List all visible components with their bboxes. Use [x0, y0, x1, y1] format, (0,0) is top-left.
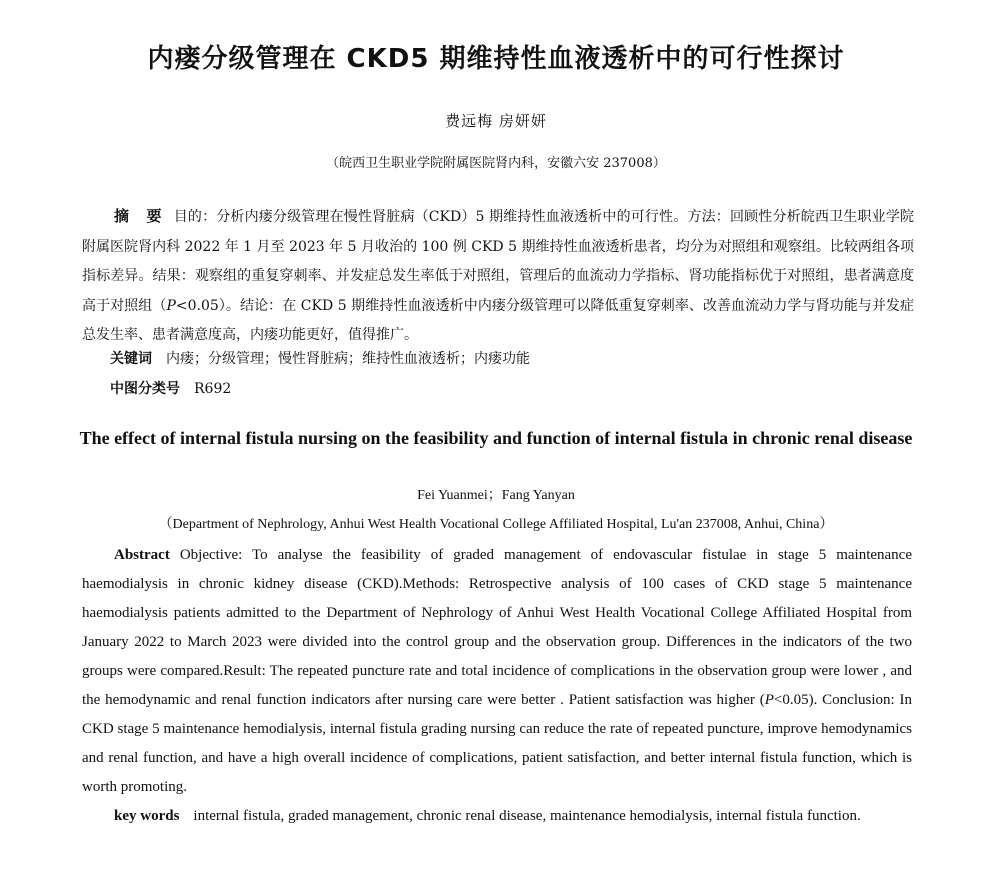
english-keywords — [82, 802, 912, 831]
english-authors: Fei Yuanmei；Fang Yanyan — [417, 488, 575, 503]
english-abstract-text-2: <0.05). Conclusion: In CKD stage 5 maintenance hemodialysis, internal fistula grading nursing can reduce the rate of repeated puncture, improve hemodynamics and renal function, and have a high overall incidence of complications, patient satisfaction, and better internal fistula function, which is worth promoting. — [82, 692, 913, 795]
chinese-classification — [110, 378, 910, 398]
chinese-abstract-label: 摘 要 — [114, 207, 168, 225]
chinese-keywords-label: 关键词 — [110, 351, 152, 367]
chinese-affiliation: （皖西卫生职业学院附属医院肾内科，安徽六安 237008） — [326, 156, 666, 171]
english-affiliation: （Department of Nephrology, Anhui West Health Vocational College Affiliated Hospital, Lu'an 237008, Anhui, China） — [158, 517, 834, 532]
chinese-abstract — [82, 202, 914, 351]
chinese-title: 内瘘分级管理在 CKD5 期维持性血液透析中的可行性探讨 — [147, 44, 845, 74]
english-abstract-label: Abstract — [114, 547, 170, 563]
chinese-abstract-p-symbol: P — [166, 297, 176, 314]
english-abstract — [82, 541, 912, 802]
english-title: The effect of internal fistula nursing on the feasibility and function of internal fistula in chronic renal disease — [79, 428, 913, 448]
classification-number: R692 — [194, 381, 232, 397]
chinese-keywords-text: 内瘘；分级管理；慢性肾脏病；维持性血液透析；内瘘功能 — [166, 351, 530, 367]
classification-label: 中图分类号 — [110, 381, 180, 397]
chinese-authors: 费远梅 房妍妍 — [445, 112, 547, 130]
english-keywords-text: internal fistula, graded management, chronic renal disease, maintenance hemodialysis, internal fistula function. — [193, 808, 861, 824]
english-keywords-label: key words — [114, 808, 180, 824]
chinese-keywords — [110, 348, 910, 368]
chinese-abstract-text: 目的：分析内瘘分级管理在慢性肾脏病（CKD）5 期维持性血液透析中的可行性。方法：回顾性分析皖西卫生职业学院附属医院肾内科 2022 年 1 月至 2023 年 5 月收治的 100 例 CKD 5 期维持性血液透析患者，均分为对照组和观察组。比较两组各项指标差异。结果：观察组的重复穿刺率、并发症总发生率低于对照组，管理后的血流动力学指标、肾功能指标优于对照组，患者满意度高于对照组（ — [82, 209, 914, 314]
english-abstract-p-symbol: P — [764, 692, 774, 708]
english-abstract-text: Objective: To analyse the feasibility of graded management of endovascular fistulae in stage 5 maintenance haemodialysis in chronic kidney disease (CKD).Methods: Retrospective analysis of 100 cases of CKD stage 5 maintenance haemodialysis patients admitted to the Department of Nephrology of Anhui West Health Vocational College Affiliated Hospital from January 2022 to March 2023 were divided into the control group and the observation group. Differences in the indicators of the two groups were compared.Result: The repeated puncture rate and total incidence of complications in the observation group were lower , and the hemodynamic and renal function indicators after nursing care were better . Patient satisfaction was higher ( — [82, 547, 912, 708]
chinese-abstract-text-2: <0.05）。结论：在 CKD 5 期维持性血液透析中内瘘分级管理可以降低重复穿刺率、改善血流动力学与肾功能与并发症总发生率、患者满意度高，内瘘功能更好，值得推广。 — [82, 297, 915, 343]
